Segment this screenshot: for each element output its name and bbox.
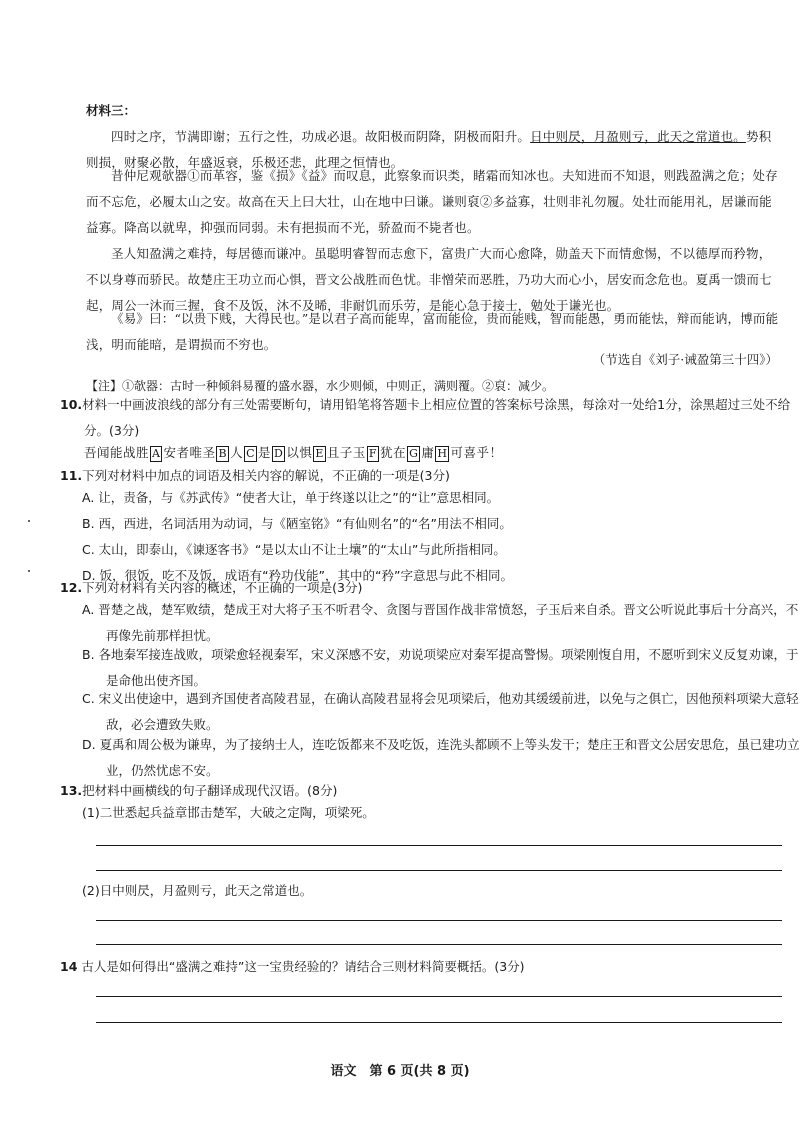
question-12-text: 下列对材料有关内容的概述，不正确的一项是(3分) (82, 580, 363, 595)
question-13-number: 13. (60, 783, 83, 798)
answer-box-h[interactable]: H (437, 447, 448, 460)
margin-mark (28, 570, 30, 572)
footnote: 【注】①欹器：古时一种倾斜易覆的盛水器，水少则倾，中则正，满则覆。②裒：减少。 (86, 379, 555, 393)
question-11-text: 下列对材料中加点的词语及相关内容的解说，不正确的一项是(3分) (82, 468, 450, 483)
question-10 (60, 392, 800, 444)
question-13-item-2: (2)日中则昃，月盈则亏，此天之常道也。 (82, 883, 313, 898)
question-13-text: 把材料中画横线的句子翻译成现代汉语。(8分) (82, 783, 338, 798)
paragraph-1-post: 势积则损，财聚必散，年盛返衰，乐极还悲，此理之恒情也。 (86, 129, 772, 170)
material-title: 材料三： (86, 103, 137, 118)
question-12-option-b[interactable]: B. 各地秦军接连战败，项梁愈轻视秦军，宋义深感不安，劝说项梁应对秦军提高警惕。项梁刚愎自用，不愿听到宋义反复劝谏，于是命他出使齐国。 (82, 647, 799, 688)
answer-box-e[interactable]: E (315, 447, 324, 460)
segment-text: 犹在 (380, 445, 407, 460)
question-11-option-d[interactable]: D. 饭，很饭，吃不及饭，成语有“矜功伐能”，其中的“矜”字意思与此不相同。 (82, 568, 513, 583)
question-13-item-1: (1)二世悉起兵益章邯击楚军，大破之定陶，项梁死。 (82, 805, 375, 820)
segment-text: 且子玉 (326, 445, 366, 460)
answer-line[interactable] (96, 920, 782, 921)
question-12-option-d[interactable]: D. 夏禹和周公极为谦卑，为了接纳士人，连吃饭都来不及吃饭，连洗头都顾不上等头发干；楚庄王和晋文公居安思危，虽已建功立业，仍然忧虑不安。 (82, 737, 800, 778)
question-11-option-c[interactable]: C. 太山，即泰山，《谏逐客书》“是以太山不让土壤”的“太山”与此所指相同。 (82, 542, 506, 557)
answer-line[interactable] (96, 996, 782, 997)
answer-box-c[interactable]: C (246, 447, 256, 460)
paragraph-2: 昔仲尼观欹器①而革容，鉴《损》《益》而叹息，此察象而识类，睹霜而知冰也。夫知进而不知退，则践盈满之危；处存而不忘危，必履太山之安。故高在天上曰大壮，山在地中曰谦。谦则裒②多益寡，壮则非礼勿履。处壮而能用礼，居谦而能益寡。降高以就卑，抑强而同弱。未有挹损而不光，骄盈而不毙者也。 (86, 168, 778, 235)
segment-text: 人 (230, 445, 244, 460)
segment-text: 庸 (421, 445, 435, 460)
question-14 (60, 954, 782, 980)
question-11-option-b[interactable]: B. 西，西进，名词活用为动词，与《陋室铭》“有仙则名”的“名”用法不相同。 (82, 516, 512, 531)
segment-text: 可喜乎！ (450, 445, 503, 460)
segment-text: 吾闻能战胜 (84, 445, 150, 460)
question-12-number: 12. (60, 580, 83, 595)
question-10-text: 材料一中画波浪线的部分有三处需要断句，请用铅笔将答题卡上相应位置的答案标号涂黑，每涂对一处给1分，涂黑超过三处不给分。(3分) (82, 397, 791, 438)
question-11-option-a[interactable]: A. 让，责备，与《苏武传》“使者大让，单于终遂以让之”的“让”意思相同。 (82, 490, 500, 505)
source-citation: （节选自《刘子·诫盈第三十四》） (592, 352, 778, 367)
answer-line[interactable] (96, 944, 782, 945)
question-12-option-c[interactable]: C. 宋义出使途中，遇到齐国使者高陵君显，在确认高陵君显将会见项梁后，他劝其缓缓前进，以免与之俱亡，因他预料项梁大意轻敌，必会遭致失败。 (82, 691, 799, 732)
paragraph-4: 《易》曰：“以贵下贱，大得民也。”是以君子高而能卑，富而能俭，贵而能贱，智而能愚，勇而能怯，辩而能讷，博而能浅，明而能暗，是谓损而不穷也。 (86, 311, 779, 352)
question-14-number: 14 (60, 959, 78, 974)
answer-line[interactable] (96, 870, 782, 871)
question-11-number: 11. (60, 468, 83, 483)
question-12-option-a[interactable]: A. 晋楚之战，楚军败绩，楚成王对大将子玉不听君令、贪图与晋国作战非常愤怒，子玉后来自杀。晋文公听说此事后十分高兴，不再像先前那样担忧。 (82, 602, 799, 643)
answer-box-f[interactable]: F (368, 447, 378, 460)
answer-box-d[interactable]: D (274, 447, 284, 460)
answer-line[interactable] (96, 1022, 782, 1023)
margin-mark (28, 520, 30, 522)
answer-box-b[interactable]: B (218, 447, 228, 460)
answer-box-a[interactable]: A (152, 447, 161, 460)
answer-line[interactable] (96, 845, 782, 846)
paragraph-3: 圣人知盈满之难持，每居德而谦冲。虽聪明睿智而志愈下，富贵广大而心愈降，勋盖天下而情愈惕，不以德厚而矜物，不以身尊而骄民。故楚庄王功立而心惧，晋文公战胜而色忧。非憎荣而恶胜，乃功大而心小，居安而念危也。夏禹一馈而七起，周公一沐而三握，食不及饭，沐不及晞，非耐饥而乐劳，是能心急于接士，勉处于谦光也。 (86, 246, 772, 313)
paragraph-1-underlined: 日中则昃，月盈则亏，此天之常道也。 (530, 129, 747, 144)
segment-text: 安者唯圣 (163, 445, 216, 460)
question-14-text: 古人是如何得出“盛满之难持”这一宝贵经验的？请结合三则材料简要概括。(3分) (81, 959, 525, 974)
answer-box-g[interactable]: G (409, 447, 419, 460)
paragraph-1-pre: 四时之序，节满即谢；五行之性，功成必退。故阳极而阴降，阴极而阳升。 (111, 129, 531, 144)
page-footer: 语文 第 6 页(共 8 页) (330, 1064, 470, 1079)
segment-text: 以惧 (286, 445, 313, 460)
question-10-number: 10. (60, 397, 83, 412)
segment-text: 是 (258, 445, 272, 460)
